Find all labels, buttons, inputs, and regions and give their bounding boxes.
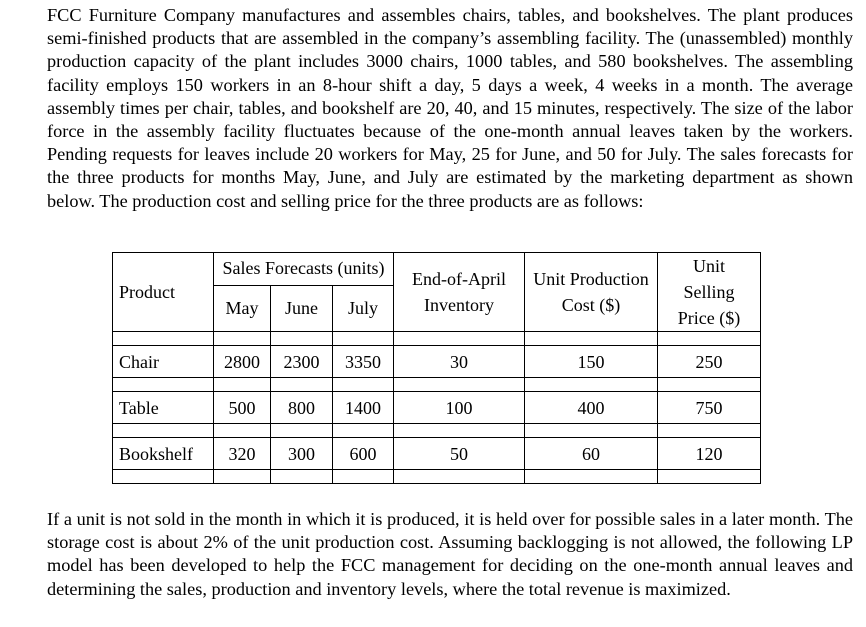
row-product: Table xyxy=(113,392,214,424)
table-spacer-row xyxy=(113,378,761,392)
row-may: 500 xyxy=(214,392,271,424)
table-spacer-row xyxy=(113,470,761,484)
header-june: June xyxy=(271,285,333,331)
table-row xyxy=(113,346,761,378)
outro-paragraph: If a unit is not sold in the month in which it is produced, it is held over for possible sales in a later month. The storage cost is about 2% of the unit production cost. Assuming backlogging is not allowed, the following LP model has been developed to help the FCC management for deciding on the one-month annual leaves and determining the sales, production and inventory levels, where the total revenue is maximized. xyxy=(47,509,853,599)
header-unit-production-cost: Unit Production Cost ($) xyxy=(525,253,658,332)
row-inventory: 30 xyxy=(394,346,525,378)
row-product: Chair xyxy=(113,346,214,378)
table-spacer-row xyxy=(113,332,761,346)
table-row xyxy=(113,392,761,424)
header-unit-selling-price: Unit Selling Price ($) xyxy=(658,253,761,332)
table-spacer-row xyxy=(113,424,761,438)
row-price: 250 xyxy=(658,346,761,378)
row-inventory: 50 xyxy=(394,438,525,470)
row-june: 2300 xyxy=(271,346,333,378)
row-price: 750 xyxy=(658,392,761,424)
intro-paragraph: FCC Furniture Company manufactures and assembles chairs, tables, and bookshelves. The plant produces semi-finished products that are assembled in the company’s assembling facility. The (unassembled) monthly production capacity of the plant includes 3000 chairs, 1000 tables, and 580 bookshelves. The assembling facility employs 150 workers in an 8-hour shift a day, 5 days a week, 4 weeks in a month. The average assembly times per chair, tables, and bookshelf are 20, 40, and 15 minutes, respectively. The size of the labor force in the assembly facility fluctuates because of the one-month annual leaves taken by the workers. Pending requests for leaves include 20 workers for May, 25 for June, and 50 for July. The sales forecasts for the three products for months May, June, and July are estimated by the marketing department as shown below. The production cost and selling price for the three products are as follows: xyxy=(47,5,853,211)
sales-forecast-table xyxy=(112,252,761,484)
header-sales-forecasts: Sales Forecasts (units) xyxy=(214,253,394,286)
table-row xyxy=(113,438,761,470)
row-june: 300 xyxy=(271,438,333,470)
row-cost: 60 xyxy=(525,438,658,470)
row-june: 800 xyxy=(271,392,333,424)
header-end-of-april-inventory: End-of-April Inventory xyxy=(394,253,525,332)
header-may: May xyxy=(214,285,271,331)
row-inventory: 100 xyxy=(394,392,525,424)
row-price: 120 xyxy=(658,438,761,470)
row-july: 1400 xyxy=(333,392,394,424)
row-may: 320 xyxy=(214,438,271,470)
row-cost: 400 xyxy=(525,392,658,424)
row-july: 600 xyxy=(333,438,394,470)
header-product: Product xyxy=(113,253,214,332)
row-cost: 150 xyxy=(525,346,658,378)
row-july: 3350 xyxy=(333,346,394,378)
row-product: Bookshelf xyxy=(113,438,214,470)
row-may: 2800 xyxy=(214,346,271,378)
table-header-row xyxy=(113,253,761,286)
header-july: July xyxy=(333,285,394,331)
